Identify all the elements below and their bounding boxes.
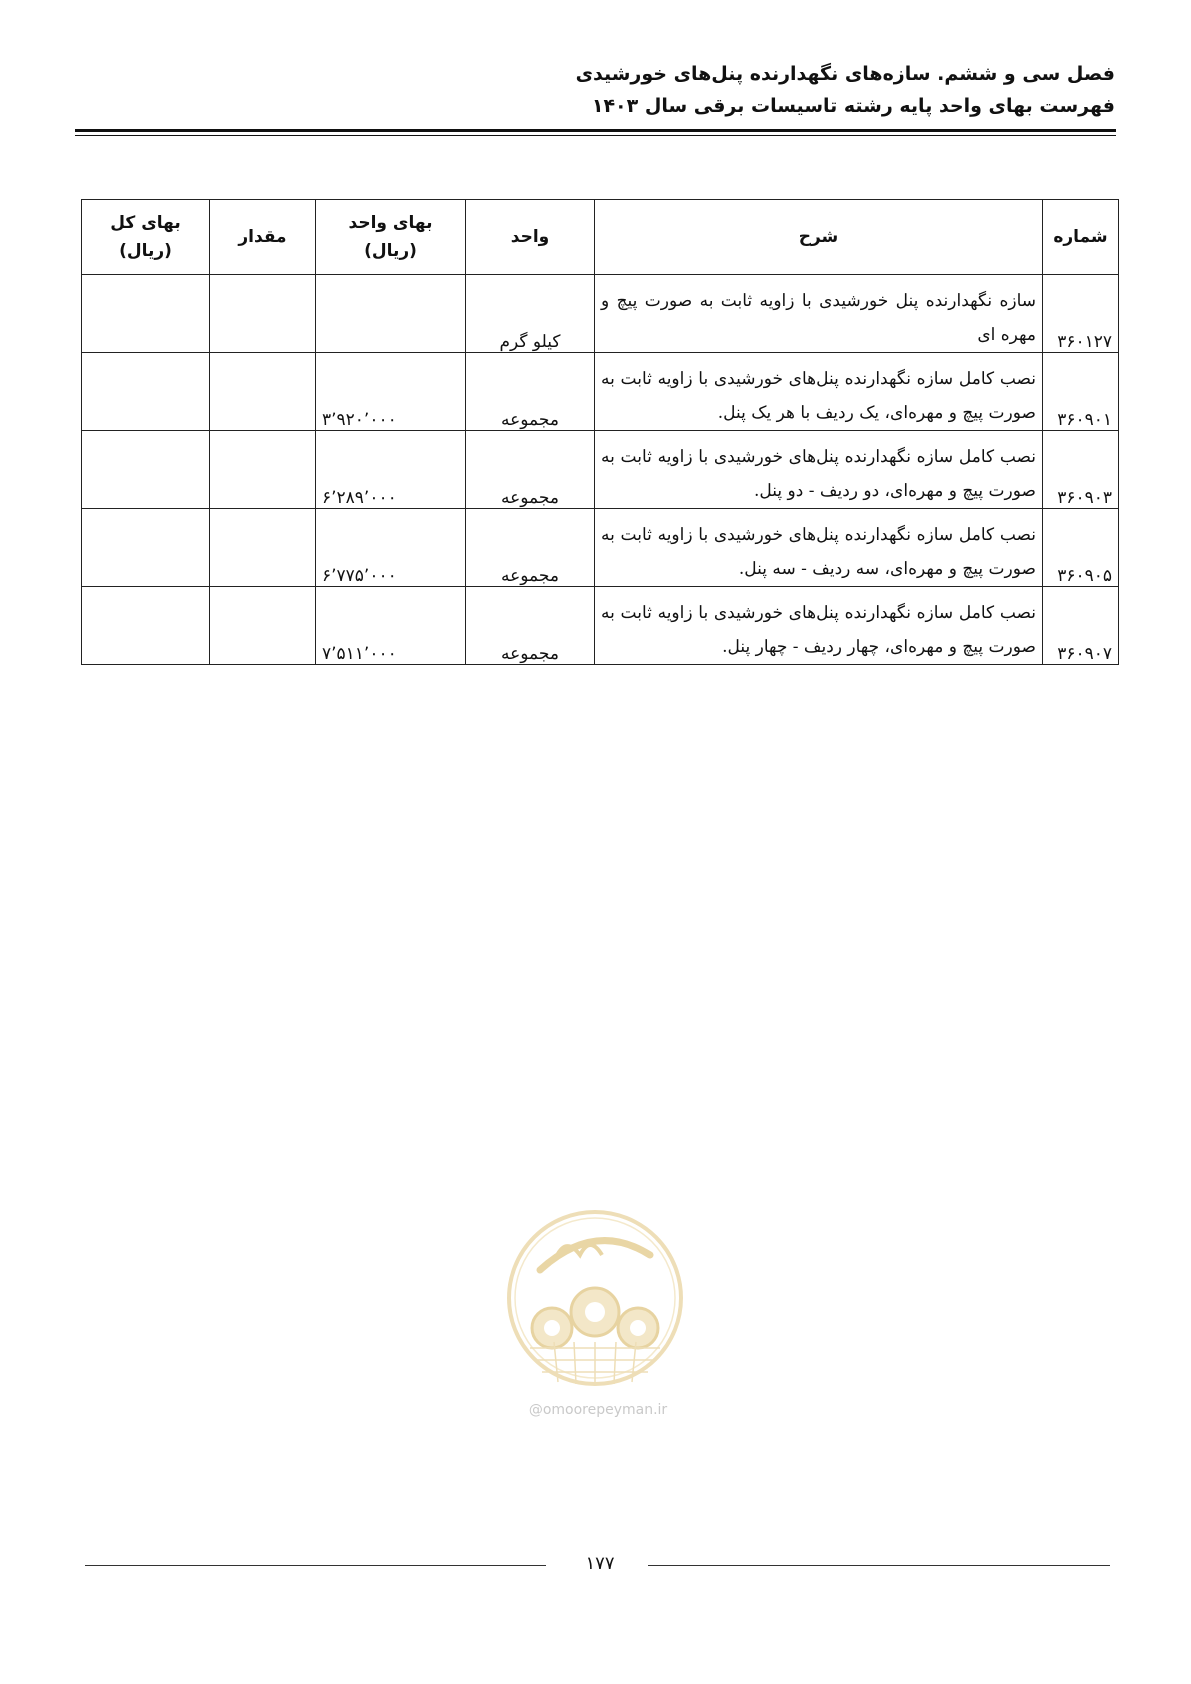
col-header-description: شرح: [595, 200, 1043, 275]
item-unit: مجموعه: [466, 587, 595, 665]
col-header-unit-price-label: بهای واحد: [348, 213, 433, 233]
item-number: ۳۶۰۹۰۷: [1043, 587, 1119, 665]
col-header-number: شماره: [1043, 200, 1119, 275]
item-total: [82, 509, 210, 587]
item-number: ۳۶۰۹۰۵: [1043, 509, 1119, 587]
table-row: [82, 509, 1119, 587]
item-unit-price: [316, 275, 466, 353]
price-list-title: فهرست بهای واحد پایه رشته تاسیسات برقی سال ۱۴۰۳: [591, 95, 1115, 117]
table-row: [82, 275, 1119, 353]
item-total: [82, 275, 210, 353]
item-quantity: [210, 431, 316, 509]
item-description: نصب کامل سازه نگهدارنده پنل‌های خورشیدی با زاویه ثابت به صورت پیچ و مهره‌ای، دو ردیف - دو پنل.: [595, 431, 1043, 509]
item-unit-price: ۶٬۷۷۵٬۰۰۰: [316, 509, 466, 587]
item-number: ۳۶۰۹۰۱: [1043, 353, 1119, 431]
item-total: [82, 353, 210, 431]
item-description: نصب کامل سازه نگهدارنده پنل‌های خورشیدی با زاویه ثابت به صورت پیچ و مهره‌ای، یک ردیف با هر یک پنل.: [595, 353, 1043, 431]
item-quantity: [210, 509, 316, 587]
item-unit-price: ۶٬۲۸۹٬۰۰۰: [316, 431, 466, 509]
col-header-unit-price-currency: (ریال): [364, 241, 417, 261]
header-rule-thin: [75, 135, 1116, 136]
watermark-seal-icon: [500, 1200, 690, 1400]
watermark-url: @omoorepeyman.ir: [528, 1402, 668, 1418]
footer-rule-right: [648, 1565, 1110, 1566]
item-unit: کیلو گرم: [466, 275, 595, 353]
item-number: ۳۶۰۱۲۷: [1043, 275, 1119, 353]
item-unit-price: ۷٬۵۱۱٬۰۰۰: [316, 587, 466, 665]
watermark-logo: [500, 1200, 690, 1400]
item-total: [82, 431, 210, 509]
item-unit: مجموعه: [466, 431, 595, 509]
item-unit-price: ۳٬۹۲۰٬۰۰۰: [316, 353, 466, 431]
item-quantity: [210, 587, 316, 665]
item-unit: مجموعه: [466, 353, 595, 431]
col-header-total-price: بهای کل (ریال): [82, 200, 210, 275]
item-number: ۳۶۰۹۰۳: [1043, 431, 1119, 509]
page-header: [75, 58, 1115, 122]
item-description: نصب کامل سازه نگهدارنده پنل‌های خورشیدی با زاویه ثابت به صورت پیچ و مهره‌ای، سه ردیف - سه پنل.: [595, 509, 1043, 587]
table-row: [82, 587, 1119, 665]
item-description: نصب کامل سازه نگهدارنده پنل‌های خورشیدی با زاویه ثابت به صورت پیچ و مهره‌ای، چهار ردیف - چهار پنل.: [595, 587, 1043, 665]
table-row: [82, 353, 1119, 431]
price-table: [81, 199, 1119, 665]
col-header-unit: واحد: [466, 200, 595, 275]
col-header-unit-price: [316, 200, 466, 275]
item-unit: مجموعه: [466, 509, 595, 587]
item-description: سازه نگهدارنده پنل خورشیدی با زاویه ثابت به صورت پیچ و مهره ای: [595, 275, 1043, 353]
header-rule-thick: [75, 129, 1116, 132]
item-quantity: [210, 353, 316, 431]
table-row: [82, 431, 1119, 509]
item-total: [82, 587, 210, 665]
chapter-title: فصل سی و ششم. سازه‌های نگهدارنده پنل‌های خورشیدی: [575, 63, 1115, 85]
page-number: ۱۷۷: [585, 1553, 615, 1574]
col-header-quantity: مقدار: [210, 200, 316, 275]
table-header-row: [82, 200, 1119, 275]
footer-rule-left: [85, 1565, 546, 1566]
item-quantity: [210, 275, 316, 353]
